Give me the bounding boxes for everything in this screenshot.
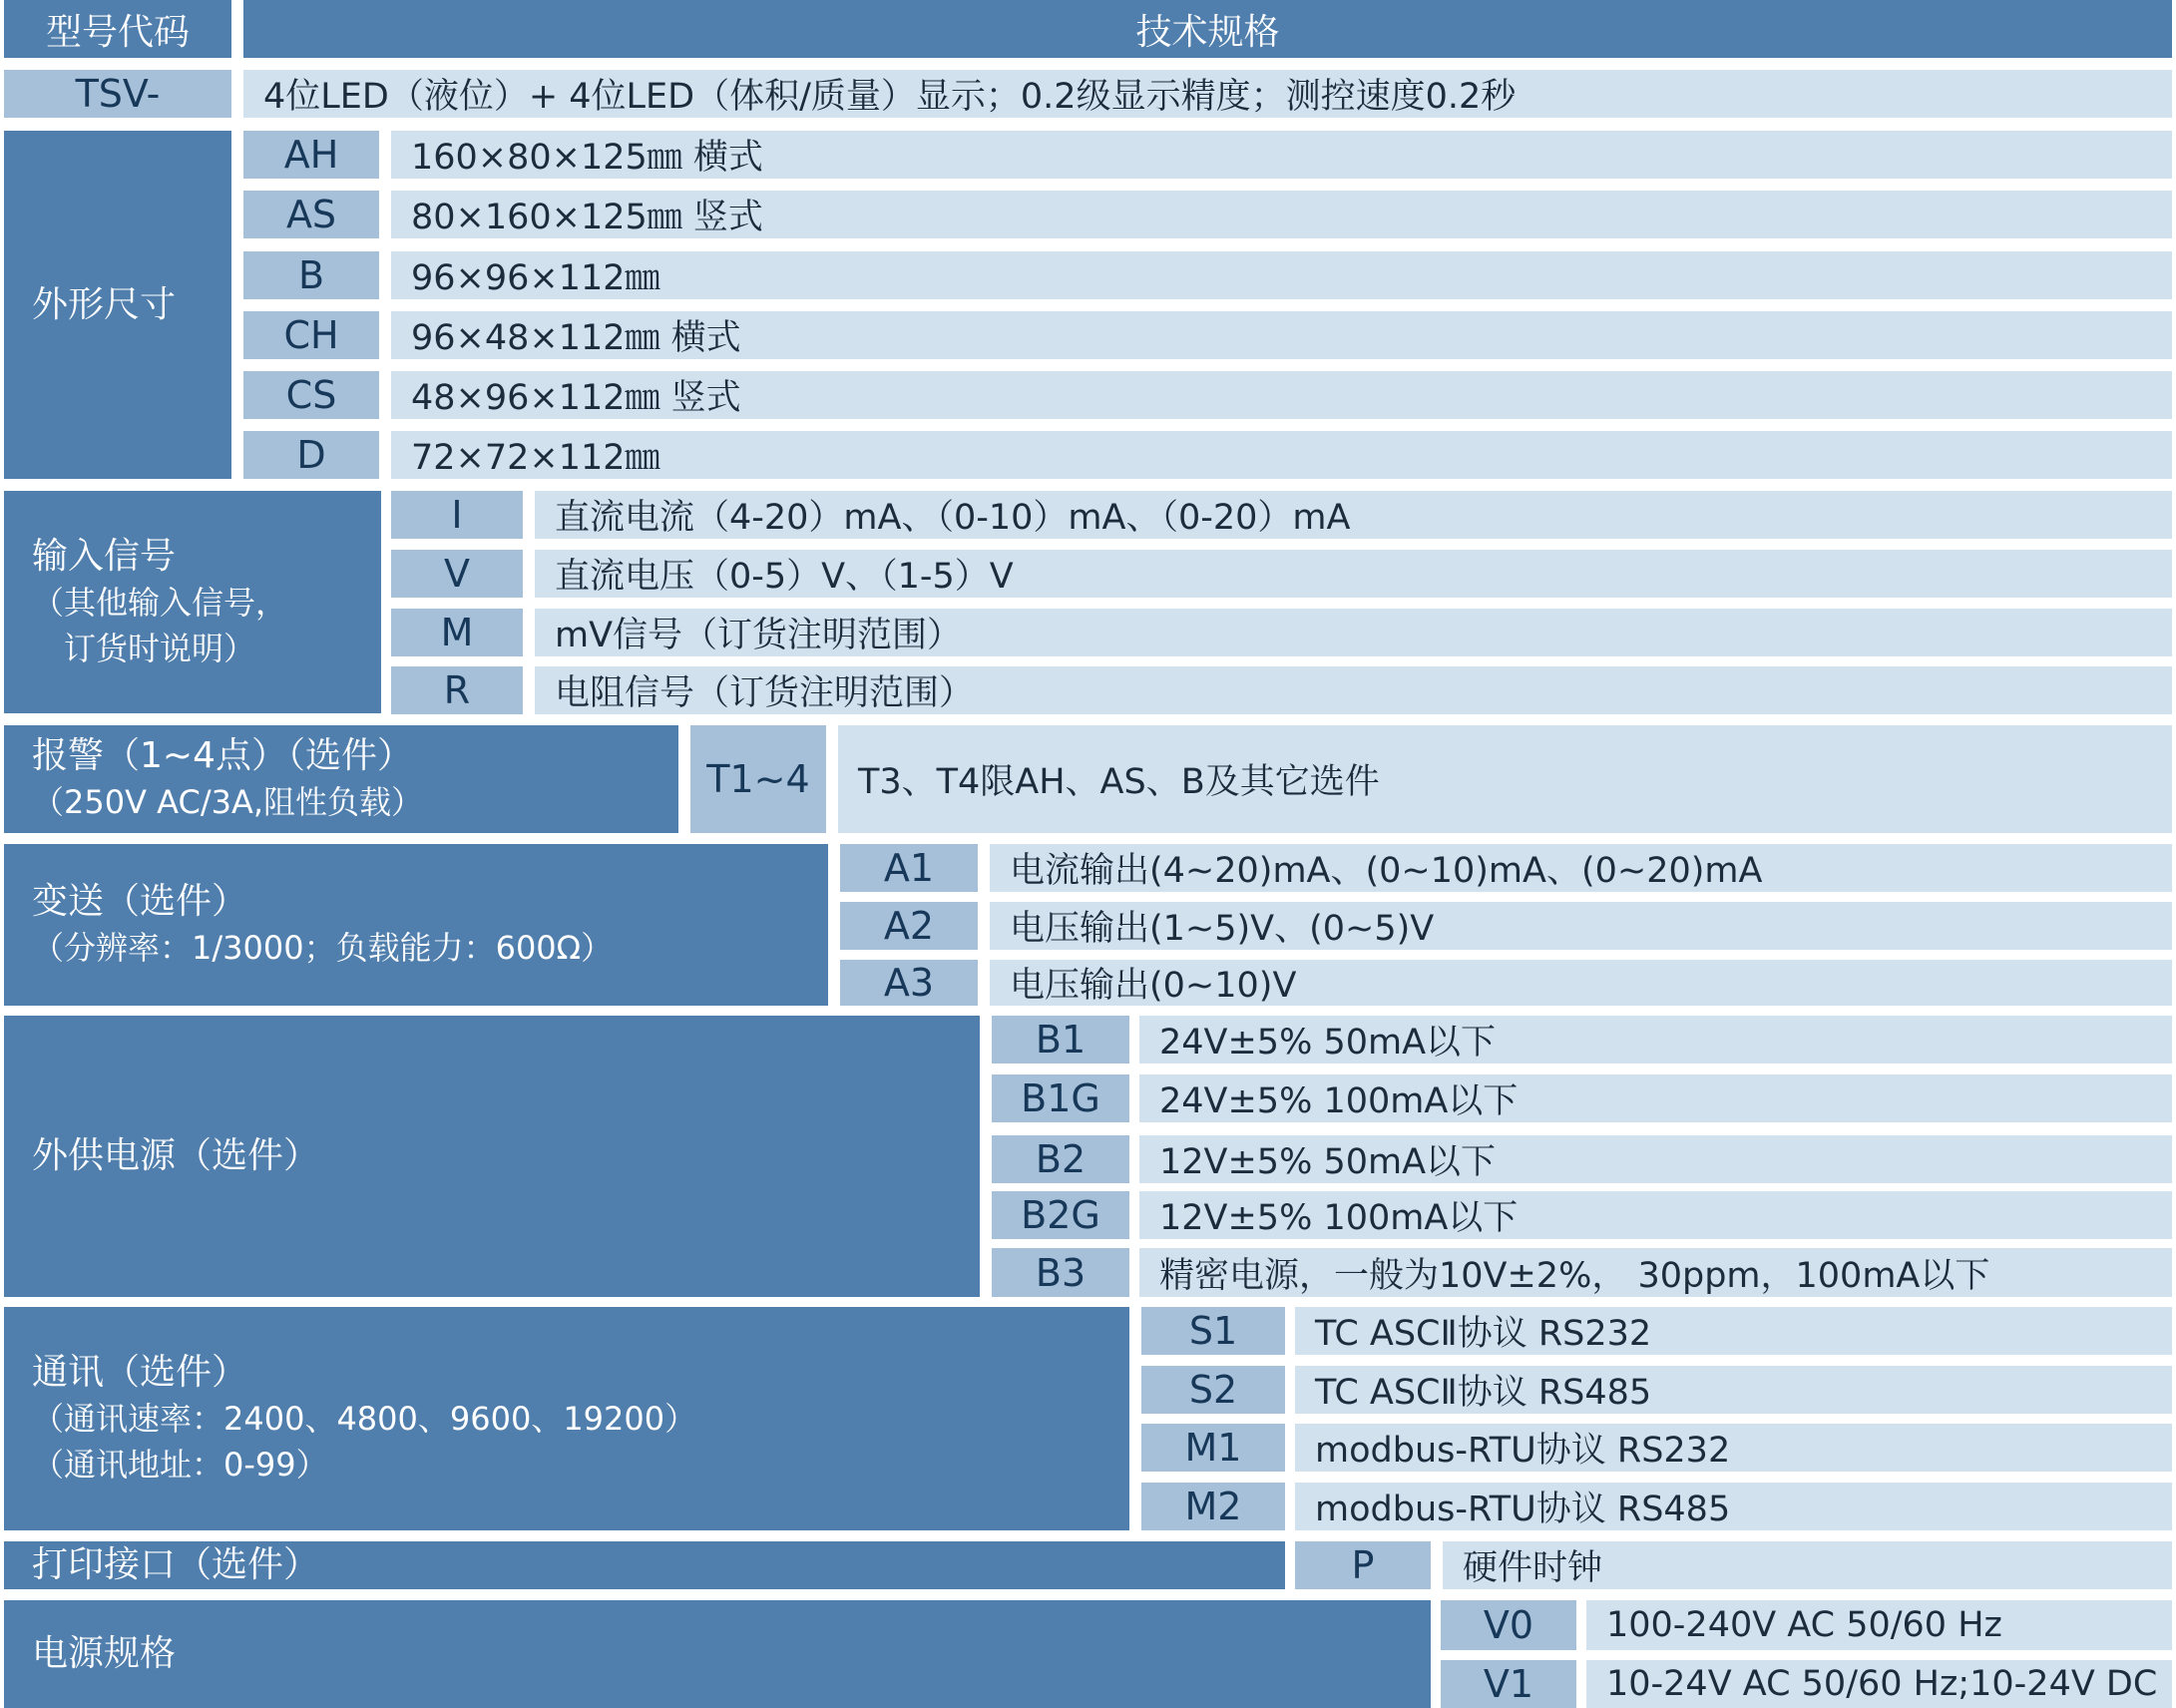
power-spec-desc: 10-24V AC 50/60 Hz;10-24V DC xyxy=(1586,1660,2172,1708)
power-out-code: B2 xyxy=(992,1135,1129,1183)
tsv-code: TSV- xyxy=(4,70,231,118)
dimensions-title: 外形尺寸 xyxy=(4,131,231,479)
transmit-note: （分辨率：1/3000；负载能力：600Ω） xyxy=(32,929,614,967)
power-spec-desc: 100-240V AC 50/60 Hz xyxy=(1586,1600,2172,1650)
dimension-desc: 48×96×112㎜ 竖式 xyxy=(391,371,2172,419)
comm-note: （通讯速率：2400、4800、9600、19200） xyxy=(32,1400,697,1438)
dimension-code: AS xyxy=(243,191,379,238)
power-out-desc: 24V±5% 50mA以下 xyxy=(1139,1016,2172,1064)
comm-desc: modbus-RTU协议 RS485 xyxy=(1295,1483,2172,1530)
dimension-code: B xyxy=(243,251,379,299)
comm-code: S2 xyxy=(1141,1366,1285,1414)
power-out-desc: 12V±5% 50mA以下 xyxy=(1139,1135,2172,1183)
comm-desc: TC ASCⅡ协议 RS485 xyxy=(1295,1366,2172,1414)
dimension-code: CS xyxy=(243,371,379,419)
power-out-desc: 24V±5% 100mA以下 xyxy=(1139,1074,2172,1122)
power-spec-code: V1 xyxy=(1441,1660,1576,1708)
transmit-desc: 电压输出(0~10)V xyxy=(990,960,2172,1006)
tsv-desc: 4位LED（液位）+ 4位LED（体积/质量）显示；0.2级显示精度；测控速度0.2秒 xyxy=(243,70,2172,118)
power-out-title: 外供电源（选件） xyxy=(4,1016,980,1297)
power-out-code: B2G xyxy=(992,1191,1129,1239)
comm-desc: TC ASCⅡ协议 RS232 xyxy=(1295,1307,2172,1355)
transmit-desc: 电压输出(1~5)V、(0~5)V xyxy=(990,902,2172,950)
comm-note: （通讯地址：0-99） xyxy=(32,1446,328,1484)
print-title: 打印接口（选件） xyxy=(4,1541,1285,1589)
dimension-code: D xyxy=(243,431,379,479)
alarm-title-block xyxy=(4,725,678,833)
dimension-desc: 160×80×125㎜ 横式 xyxy=(391,131,2172,179)
dimension-desc: 96×48×112㎜ 横式 xyxy=(391,311,2172,359)
alarm-title: 报警（1~4点）（选件） xyxy=(32,735,413,776)
power-spec-code: V0 xyxy=(1441,1600,1576,1650)
power-out-desc: 精密电源，一般为10V±2%， 30ppm，100mA以下 xyxy=(1139,1248,2172,1297)
input-desc: mV信号（订货注明范围） xyxy=(535,609,2172,656)
transmit-code: A1 xyxy=(840,844,978,892)
input-note: （其他输入信号， xyxy=(32,583,288,622)
power-out-code: B1 xyxy=(992,1016,1129,1064)
header-tech-spec: 技术规格 xyxy=(243,0,2172,58)
comm-code: S1 xyxy=(1141,1307,1285,1355)
transmit-title-block xyxy=(4,844,828,1006)
input-code: M xyxy=(391,609,523,656)
comm-desc: modbus-RTU协议 RS232 xyxy=(1295,1424,2172,1472)
dimension-code: AH xyxy=(243,131,379,179)
comm-code: M1 xyxy=(1141,1424,1285,1472)
print-desc: 硬件时钟 xyxy=(1443,1541,2172,1589)
input-code: R xyxy=(391,666,523,714)
transmit-title: 变送（选件） xyxy=(32,881,248,922)
input-code: V xyxy=(391,550,523,598)
alarm-note: （250V AC/3A,阻性负载） xyxy=(32,783,424,821)
input-title: 输入信号 xyxy=(32,535,177,577)
dimension-code: CH xyxy=(243,311,379,359)
power-out-code: B1G xyxy=(992,1074,1129,1122)
transmit-code: A2 xyxy=(840,902,978,950)
input-desc: 直流电压（0-5）V、（1-5）V xyxy=(535,550,2172,598)
transmit-code: A3 xyxy=(840,960,978,1006)
input-desc: 直流电流（4-20）mA、（0-10）mA、（0-20）mA xyxy=(535,491,2172,539)
dimension-desc: 72×72×112㎜ xyxy=(391,431,2172,479)
transmit-desc: 电流输出(4~20)mA、(0~10)mA、(0~20)mA xyxy=(990,844,2172,892)
dimension-desc: 80×160×125㎜ 竖式 xyxy=(391,191,2172,238)
input-code: I xyxy=(391,491,523,539)
alarm-code: T1~4 xyxy=(690,725,826,833)
alarm-desc: T3、T4限AH、AS、B及其它选件 xyxy=(838,725,2172,833)
dimension-desc: 96×96×112㎜ xyxy=(391,251,2172,299)
input-title-block xyxy=(4,491,381,713)
power-out-desc: 12V±5% 100mA以下 xyxy=(1139,1191,2172,1239)
power-out-code: B3 xyxy=(992,1248,1129,1297)
input-note: 订货时说明） xyxy=(64,629,256,667)
print-code: P xyxy=(1295,1541,1431,1589)
header-model-code: 型号代码 xyxy=(4,0,231,58)
input-desc: 电阻信号（订货注明范围） xyxy=(535,666,2172,714)
comm-code: M2 xyxy=(1141,1483,1285,1530)
comm-title: 通讯（选件） xyxy=(32,1352,248,1393)
power-spec-title: 电源规格 xyxy=(4,1600,1431,1708)
comm-title-block xyxy=(4,1307,1129,1530)
